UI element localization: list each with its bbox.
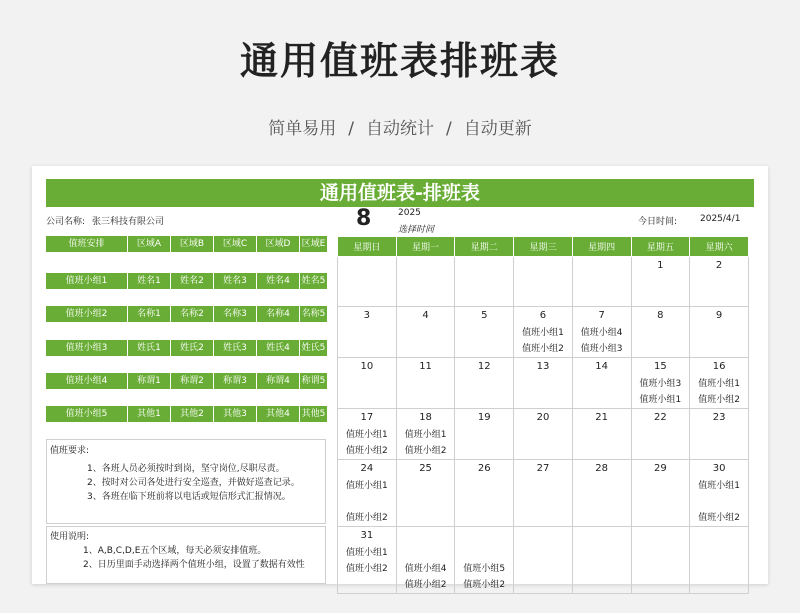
duty-group[interactable]: 值班小组2 bbox=[345, 513, 388, 523]
duty-group[interactable]: 值班小组2 bbox=[404, 446, 447, 456]
requirement-item: 2、按时对公司各处进行安全巡查，并做好巡查记录。 bbox=[87, 478, 300, 488]
shift-member-cell: 其他3 bbox=[214, 406, 257, 422]
calendar bbox=[337, 236, 749, 594]
day-number: 20 bbox=[536, 412, 550, 423]
day-number: 24 bbox=[360, 463, 374, 474]
day-number: 31 bbox=[360, 530, 374, 541]
shift-group-label: 值班小组3 bbox=[46, 340, 128, 356]
shift-member-cell: 姓氏5 bbox=[300, 340, 328, 356]
shift-member-cell: 姓名4 bbox=[257, 273, 300, 289]
day-number: 17 bbox=[360, 412, 374, 423]
spreadsheet bbox=[32, 166, 768, 590]
calendar-day[interactable] bbox=[514, 307, 573, 358]
shift-member-cell: 名称5 bbox=[300, 306, 328, 322]
duty-group[interactable]: 值班小组1 bbox=[639, 395, 682, 405]
day-number bbox=[397, 259, 455, 275]
separator: / bbox=[446, 119, 452, 139]
requirement-item: 1、各班人员必须按时到岗，坚守岗位,尽职尽责。 bbox=[87, 464, 285, 474]
calendar-week bbox=[338, 307, 749, 358]
calendar-day[interactable] bbox=[338, 307, 397, 358]
duty-group[interactable]: 值班小组1 bbox=[404, 430, 447, 440]
calendar-day[interactable] bbox=[396, 527, 455, 594]
calendar-day[interactable] bbox=[631, 358, 690, 409]
duty-group[interactable]: 值班小组1 bbox=[345, 548, 388, 558]
shift-member-cell: 其他1 bbox=[128, 406, 171, 422]
calendar-day[interactable] bbox=[631, 307, 690, 358]
shift-member-cell: 姓名1 bbox=[128, 273, 171, 289]
duty-group[interactable] bbox=[455, 545, 513, 561]
shift-member-cell: 其他4 bbox=[257, 406, 300, 422]
calendar-week bbox=[338, 358, 749, 409]
weekday-header: 星期日 bbox=[338, 237, 397, 257]
duty-group[interactable]: 值班小组4 bbox=[580, 328, 623, 338]
calendar-day[interactable] bbox=[514, 460, 573, 527]
day-number: 30 bbox=[712, 463, 726, 474]
day-number: 15 bbox=[654, 361, 667, 372]
instruction-item: 1、A,B,C,D,E五个区域，每天必须安排值班。 bbox=[83, 546, 267, 556]
day-number: 16 bbox=[712, 361, 726, 372]
day-number: 3 bbox=[363, 310, 371, 321]
calendar-day[interactable] bbox=[396, 307, 455, 358]
day-number bbox=[514, 259, 572, 275]
day-number: 21 bbox=[595, 412, 609, 423]
hero-title: 通用值班表排班表 bbox=[239, 39, 560, 83]
duty-group[interactable]: 值班小组2 bbox=[463, 580, 506, 590]
weekday-header: 星期一 bbox=[396, 237, 455, 257]
calendar-day[interactable] bbox=[631, 409, 690, 460]
day-number: 10 bbox=[360, 361, 374, 372]
requirements-list bbox=[47, 462, 325, 504]
calendar-day[interactable] bbox=[572, 257, 631, 307]
today-label: 今日时间: bbox=[638, 217, 678, 227]
company-label: 公司名称: bbox=[46, 217, 86, 227]
day-number: 26 bbox=[477, 463, 491, 474]
shift-member-cell: 名称1 bbox=[128, 306, 171, 322]
day-number bbox=[397, 529, 455, 545]
duty-group[interactable]: 值班小组1 bbox=[698, 481, 740, 491]
day-number bbox=[690, 529, 748, 545]
separator: / bbox=[348, 119, 354, 139]
duty-group[interactable]: 值班小组2 bbox=[345, 446, 388, 456]
shift-group-label: 值班小组1 bbox=[46, 273, 128, 289]
calendar-week bbox=[338, 409, 749, 460]
day-number: 9 bbox=[715, 310, 723, 321]
shift-header-cell: 值班安排 bbox=[46, 236, 128, 252]
day-number bbox=[514, 529, 572, 545]
calendar-day[interactable] bbox=[338, 460, 397, 527]
shift-member-cell: 姓名3 bbox=[214, 273, 257, 289]
day-number: 22 bbox=[654, 412, 667, 423]
calendar-day[interactable] bbox=[690, 257, 749, 307]
calendar-day[interactable] bbox=[572, 460, 631, 527]
weekday-header: 星期二 bbox=[455, 237, 514, 257]
company-name: 张三科技有限公司 bbox=[92, 217, 165, 227]
day-number: 18 bbox=[419, 412, 432, 423]
calendar-day[interactable] bbox=[514, 527, 573, 594]
shift-header-cell: 区域E bbox=[300, 236, 328, 252]
calendar-day[interactable] bbox=[396, 460, 455, 527]
calendar-day[interactable] bbox=[572, 527, 631, 594]
calendar-day[interactable] bbox=[690, 409, 749, 460]
calendar-day[interactable] bbox=[396, 358, 455, 409]
today-value: 2025/4/1 bbox=[700, 214, 741, 224]
calendar-day[interactable] bbox=[455, 257, 514, 307]
duty-group[interactable]: 值班小组1 bbox=[345, 481, 388, 491]
calendar-day[interactable] bbox=[514, 257, 573, 307]
day-number: 4 bbox=[422, 310, 429, 321]
calendar-day[interactable] bbox=[690, 358, 749, 409]
day-number bbox=[632, 529, 690, 545]
feature-2: 自动统计 bbox=[366, 119, 434, 139]
day-number: 7 bbox=[598, 310, 605, 321]
shift-member-cell: 称谓2 bbox=[171, 373, 214, 389]
requirement-item: 3、各班在临下班前将以电话或短信形式汇报情况。 bbox=[87, 492, 291, 502]
shift-member-cell: 称谓5 bbox=[300, 373, 328, 389]
shift-member-cell: 名称4 bbox=[257, 306, 300, 322]
weekday-header: 星期四 bbox=[572, 237, 631, 257]
duty-group[interactable] bbox=[397, 545, 455, 561]
duty-group[interactable]: 值班小组2 bbox=[698, 513, 740, 523]
hero-subtitle bbox=[0, 114, 800, 139]
shift-header-cell: 区域C bbox=[214, 236, 257, 252]
day-number bbox=[573, 529, 631, 545]
shift-member-cell: 姓名2 bbox=[171, 273, 214, 289]
sheet-banner: 通用值班表-排班表 bbox=[46, 179, 754, 207]
day-number bbox=[455, 259, 513, 275]
duty-group[interactable]: 值班小组2 bbox=[345, 564, 388, 574]
calendar-day[interactable] bbox=[690, 307, 749, 358]
duty-group[interactable]: 值班小组2 bbox=[404, 580, 447, 590]
day-number: 8 bbox=[657, 310, 664, 321]
day-number: 11 bbox=[419, 361, 432, 372]
calendar-day[interactable] bbox=[631, 257, 690, 307]
duty-group[interactable]: 值班小组1 bbox=[698, 379, 740, 389]
shift-member-cell: 称谓4 bbox=[257, 373, 300, 389]
calendar-day[interactable] bbox=[338, 527, 397, 594]
day-number bbox=[573, 259, 631, 275]
day-number: 23 bbox=[712, 412, 726, 423]
calendar-week bbox=[338, 257, 749, 307]
shift-member-cell: 称谓3 bbox=[214, 373, 257, 389]
year-value[interactable]: 2025 bbox=[398, 208, 421, 218]
calendar-day[interactable] bbox=[514, 358, 573, 409]
duty-group[interactable] bbox=[338, 494, 396, 510]
day-number: 1 bbox=[657, 260, 664, 271]
instructions-list bbox=[47, 544, 325, 572]
calendar-day[interactable] bbox=[514, 409, 573, 460]
shift-header-cell: 区域A bbox=[128, 236, 171, 252]
calendar-day[interactable] bbox=[572, 409, 631, 460]
calendar-week bbox=[338, 460, 749, 527]
instructions-title: 使用说明: bbox=[50, 532, 90, 542]
day-number: 29 bbox=[654, 463, 667, 474]
calendar-day[interactable] bbox=[572, 358, 631, 409]
calendar-day[interactable] bbox=[338, 409, 397, 460]
weekday-header: 星期五 bbox=[631, 237, 690, 257]
calendar-day[interactable] bbox=[396, 409, 455, 460]
calendar-day[interactable] bbox=[396, 257, 455, 307]
calendar-day[interactable] bbox=[338, 358, 397, 409]
calendar-week bbox=[338, 527, 749, 594]
duty-group[interactable]: 值班小组3 bbox=[639, 379, 682, 389]
feature-1: 简单易用 bbox=[268, 119, 337, 139]
shift-header-cell: 区域B bbox=[171, 236, 214, 252]
day-number: 2 bbox=[715, 260, 723, 271]
select-time-label: 选择时间 bbox=[398, 225, 435, 235]
calendar-day[interactable] bbox=[455, 527, 514, 594]
feature-3: 自动更新 bbox=[463, 119, 532, 139]
duty-group[interactable]: 值班小组1 bbox=[522, 328, 564, 338]
instructions-box bbox=[46, 526, 326, 584]
shift-group-label: 值班小组4 bbox=[46, 373, 128, 389]
calendar-day[interactable] bbox=[631, 460, 690, 527]
day-number: 27 bbox=[536, 463, 550, 474]
day-number: 25 bbox=[419, 463, 432, 474]
shift-member-cell: 姓氏3 bbox=[214, 340, 257, 356]
duty-group[interactable]: 值班小组1 bbox=[345, 430, 388, 440]
calendar-day[interactable] bbox=[455, 358, 514, 409]
day-number bbox=[338, 259, 396, 275]
requirements-title: 值班要求: bbox=[50, 446, 90, 456]
shift-member-cell: 姓氏4 bbox=[257, 340, 300, 356]
calendar-day[interactable] bbox=[455, 307, 514, 358]
shift-group-label: 值班小组5 bbox=[46, 406, 128, 422]
shift-member-cell: 其他2 bbox=[171, 406, 214, 422]
day-number: 6 bbox=[539, 310, 547, 321]
month-value[interactable]: 8 bbox=[356, 206, 372, 231]
duty-group[interactable]: 值班小组2 bbox=[698, 395, 740, 405]
shift-member-cell: 姓名5 bbox=[300, 273, 328, 289]
shift-member-cell: 姓氏1 bbox=[128, 340, 171, 356]
day-number bbox=[455, 529, 513, 545]
duty-group[interactable]: 值班小组3 bbox=[580, 344, 623, 354]
shift-member-cell: 姓氏2 bbox=[171, 340, 214, 356]
calendar-day[interactable] bbox=[455, 460, 514, 527]
day-number: 12 bbox=[477, 361, 491, 372]
weekday-header: 星期六 bbox=[690, 237, 749, 257]
calendar-day[interactable] bbox=[455, 409, 514, 460]
calendar-day[interactable] bbox=[690, 460, 749, 527]
duty-group[interactable] bbox=[690, 494, 748, 510]
shift-header-cell: 区域D bbox=[257, 236, 300, 252]
day-number: 28 bbox=[595, 463, 609, 474]
shift-member-cell: 称谓1 bbox=[128, 373, 171, 389]
shift-member-cell: 名称3 bbox=[214, 306, 257, 322]
requirements-box bbox=[46, 439, 326, 524]
duty-group[interactable]: 值班小组2 bbox=[522, 344, 564, 354]
calendar-day[interactable] bbox=[631, 527, 690, 594]
calendar-day[interactable] bbox=[338, 257, 397, 307]
calendar-day[interactable] bbox=[690, 527, 749, 594]
weekday-header: 星期三 bbox=[514, 237, 573, 257]
shift-member-cell: 其他5 bbox=[300, 406, 328, 422]
duty-group[interactable]: 值班小组4 bbox=[404, 564, 447, 574]
duty-group[interactable]: 值班小组5 bbox=[463, 564, 506, 574]
day-number: 5 bbox=[481, 310, 488, 321]
day-number: 19 bbox=[477, 412, 491, 423]
instruction-item: 2、日历里面手动选择两个值班小组，设置了数据有效性 bbox=[83, 560, 305, 570]
calendar-day[interactable] bbox=[572, 307, 631, 358]
day-number: 13 bbox=[536, 361, 550, 372]
shift-member-cell: 名称2 bbox=[171, 306, 214, 322]
day-number: 14 bbox=[595, 361, 609, 372]
shift-group-label: 值班小组2 bbox=[46, 306, 128, 322]
